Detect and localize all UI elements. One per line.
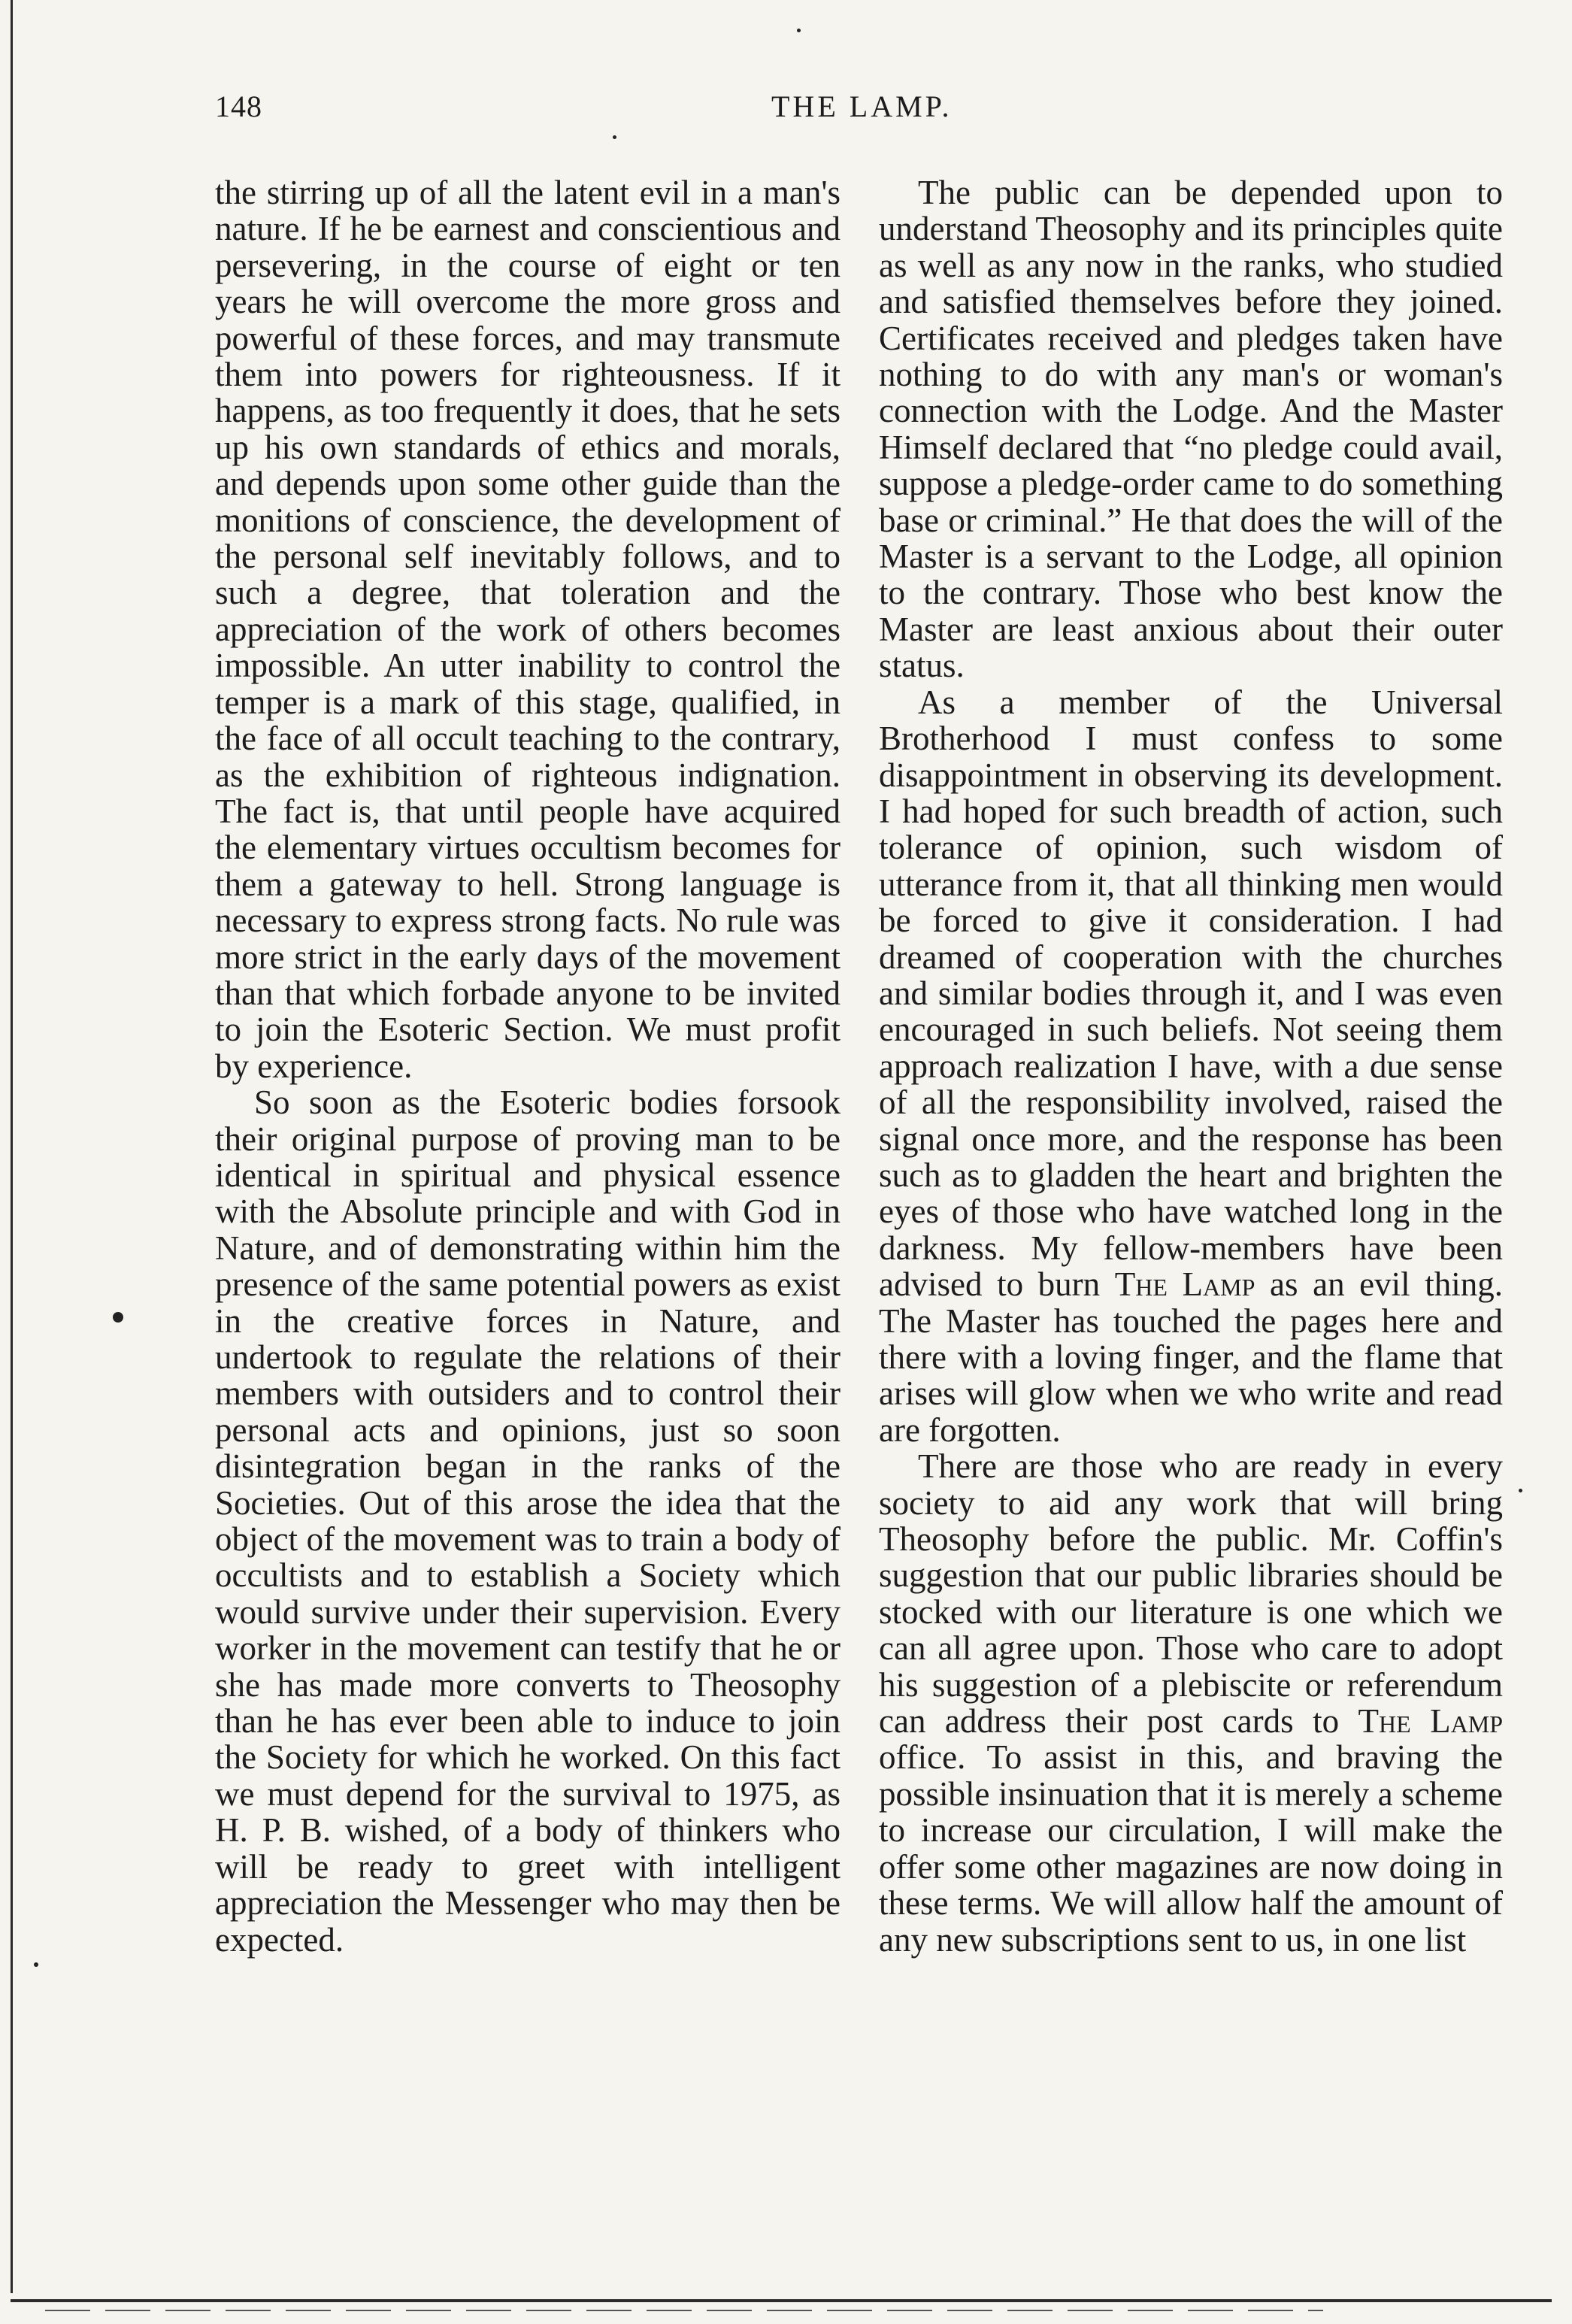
paragraph-text: As a member of the Universal Brotherhood I must confess to some disappointment in observing its development. I had hoped for such breadth of action, such tolerance of opinion, such wisdom of utterance from it, that all thinking men would be forced to give it consideration. I had dreamed of cooperation with the churches and similar bodies through it, and I was even encouraged in such beliefs. Not seeing them approach realization I have, with a due sense of all the responsibility involved, raised the signal once more, and the response has been such as to gladden the heart and brighten the eyes of those who have watched long in the darkness. My fellow-members have been advised to burn <box>879 683 1503 1304</box>
right-column <box>879 174 1503 1958</box>
page-number: 148 <box>215 89 262 123</box>
magazine-name: The Lamp <box>1358 1702 1503 1741</box>
ink-speck <box>34 1962 38 1967</box>
right-paragraph-3 <box>879 1448 1503 1958</box>
magazine-name: The Lamp <box>1114 1265 1255 1304</box>
right-paragraph-1: The public can be depended upon to understand Theosophy and its principles quite as well as any now in the ranks, who studied and satisfied themselves before they joined. Certificates received and pledges taken have nothing to do with any man's or woman's connection with the Lodge. And the Master Himself declared that “no pledge could avail, suppose a pledge-order came to do something base or criminal.” He that does the will of the Master is a servant to the Lodge, all opinion to the contrary. Those who best know the Master are least anxious about their outer status. <box>879 174 1503 685</box>
paragraph-text: There are those who are ready in every society to aid any work that will bring Theosophy before the public. Mr. Coffin's suggestion that our public libraries should be stocked with our literature is one which we can all agree upon. Those who care to adopt his suggestion of a plebiscite or referendum can address their post cards to <box>879 1447 1503 1741</box>
ink-speck <box>1519 1489 1522 1492</box>
ink-speck <box>797 29 801 32</box>
right-paragraph-2 <box>879 684 1503 1449</box>
page-edge-bottom-dashed <box>45 2310 1323 2311</box>
ink-speck <box>613 135 616 139</box>
paragraph-text: office. To assist in this, and braving the possible insinuation that it is merely a scheme to increase our circulation, I will make the offer some other magazines are now doing in these terms. We will allow half the amount of any new subscriptions sent to us, in one list <box>879 1738 1503 1959</box>
page-edge-left <box>11 0 13 2293</box>
left-paragraph-1: the stirring up of all the latent evil in a man's nature. If he be earnest and conscientious and persevering, in the course of eight or ten years he will overcome the more gross and powerful of these forces, and may transmute them into powers for righteousness. If it happens, as too frequently it does, that he sets up his own standards of ethics and morals, and depends upon some other guide than the monitions of conscience, the development of the personal self inevitably follows, and to such a degree, that toleration and the appreciation of the work of others becomes impossible. An utter inability to control the temper is a mark of this stage, qualified, in the face of all occult teaching to the contrary, as the exhibition of righteous indignation. The fact is, that until people have acquired the elementary virtues occultism becomes for them a gateway to hell. Strong language is necessary to express strong facts. No rule was more strict in the early days of the movement than that which forbade anyone to be invited to join the Esoteric Section. We must profit by experience. <box>215 174 841 1085</box>
page-header <box>0 89 1572 134</box>
paragraph-text: as an evil thing. The Master has touched the pages here and there with a loving finger, and the flame that arises will glow when we who write and read are forgotten. <box>879 1265 1504 1449</box>
running-title: THE LAMP. <box>771 89 953 123</box>
page-edge-bottom <box>11 2299 1552 2302</box>
left-paragraph-2: So soon as the Esoteric bodies forsook their original purpose of proving man to be identical in spiritual and physical essence with the Absolute principle and with God in Nature, and of demonstrating within him the presence of the same potential powers as exist in the creative forces in Nature, and undertook to regulate the relations of their members with outsiders and to control their personal acts and opinions, just so soon disintegration began in the ranks of the Societies. Out of this arose the idea that the object of the movement was to train a body of occultists and to establish a Society which would survive under their supervision. Every worker in the movement can testify that he or she has made more converts to Theosophy than he has ever been able to induce to join the Society for which he worked. On this fact we must depend for the survival to 1975, as H. P. B. wished, of a body of thinkers who will be ready to greet with intelligent appreciation the Messenger who may then be expected. <box>215 1083 841 1959</box>
left-column <box>215 174 841 1958</box>
ink-speck <box>113 1312 123 1323</box>
